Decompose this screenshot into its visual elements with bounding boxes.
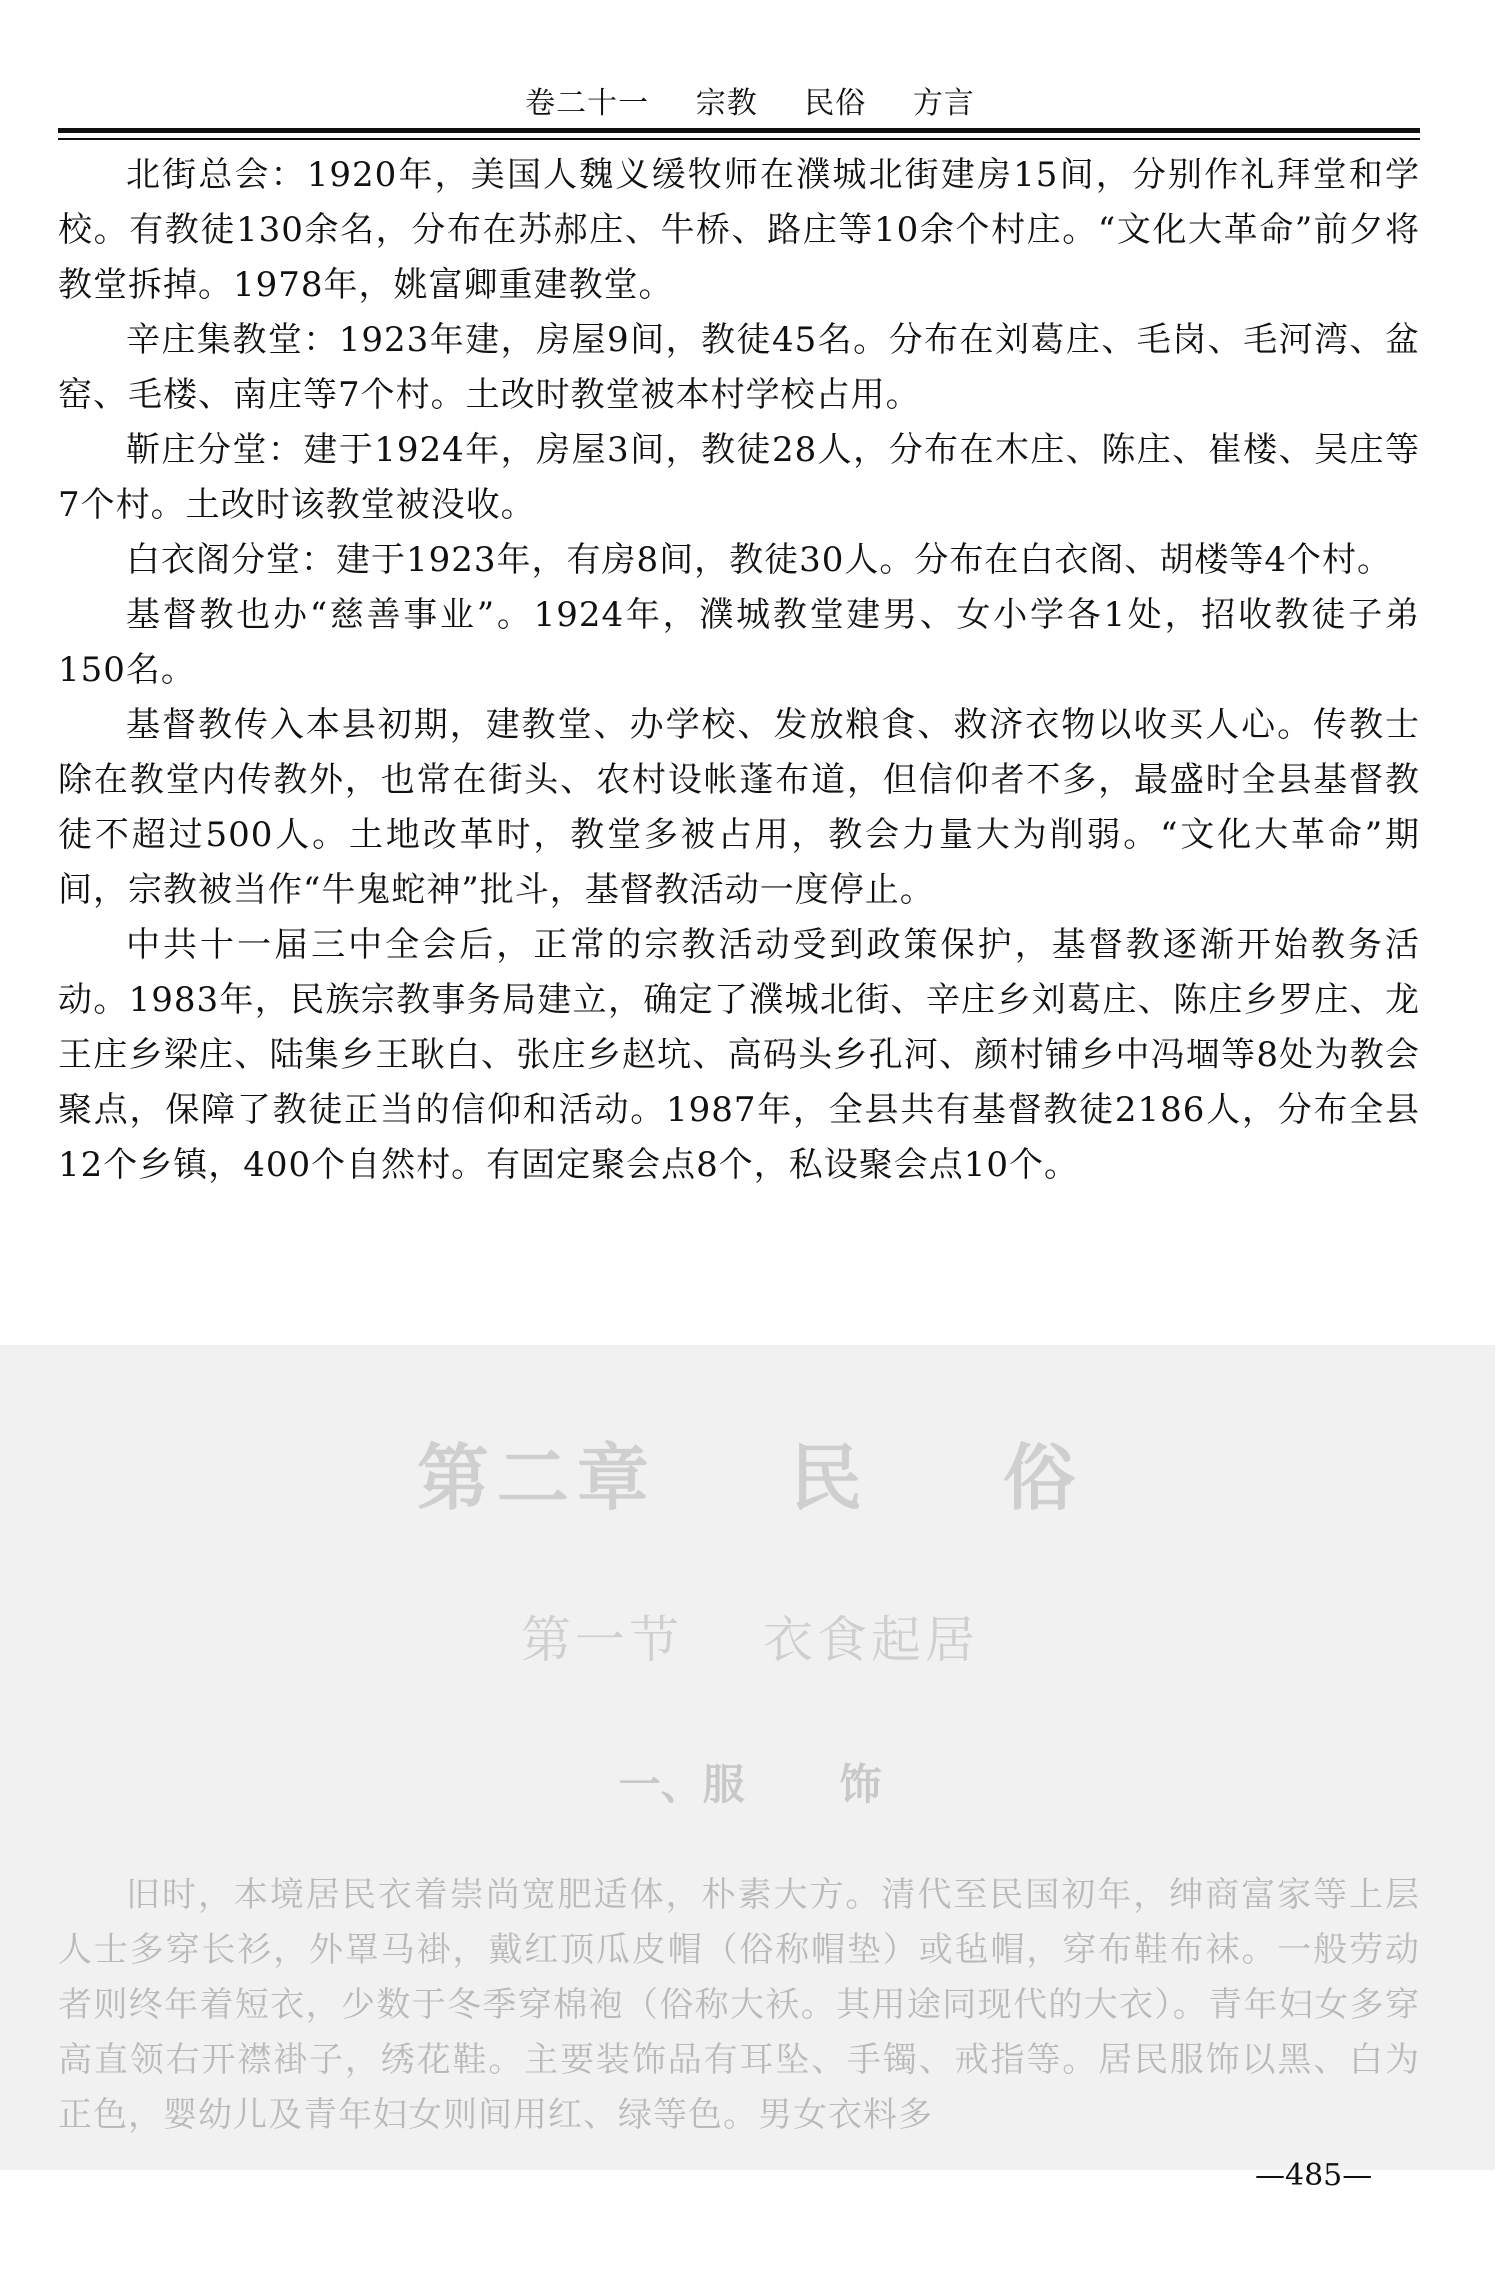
subsection-label-2: 饰: [839, 1760, 882, 1809]
header-topic-customs: 民俗: [804, 86, 867, 121]
page-number: —485—: [1255, 2158, 1373, 2193]
subsection-label: 一、服: [618, 1760, 745, 1809]
paragraph-beijie: 北街总会：1920年，美国人魏义缓牧师在濮城北街建房15间，分别作礼拜堂和学校。有教徒130余名，分布在苏郝庄、牛桥、路庄等10余个村庄。“文化大革命”前夕将教堂拆掉。1978年，姚富卿重建教堂。: [58, 155, 1420, 305]
section-label: 第一节: [521, 1611, 684, 1669]
subsection-title: [0, 1752, 1500, 1812]
chapter-title: [0, 1420, 1500, 1524]
header-rule-thin: [58, 138, 1420, 140]
chapter-title-char1: 民: [789, 1436, 870, 1520]
chapter-title-char2: 俗: [1003, 1436, 1084, 1520]
section-name: 衣食起居: [762, 1611, 979, 1669]
paragraph-jinzhuang: 靳庄分堂：建于1924年，房屋3间，教徒28人，分布在木庄、陈庄、崔楼、吴庄等7个村。土改时该教堂被没收。: [58, 430, 1420, 525]
chapter-label: 第二章: [416, 1436, 657, 1520]
paragraph-history: 基督教传入本县初期，建教堂、办学校、发放粮食、救济衣物以收买人心。传教士除在教堂内传教外，也常在街头、农村设帐蓬布道，但信仰者不多，最盛时全县基督教徒不超过500人。土地改革时，教堂多被占用，教会力量大为削弱。“文化大革命”期间，宗教被当作“牛鬼蛇神”批斗，基督教活动一度停止。: [58, 705, 1420, 910]
header-rule-thick: [58, 128, 1420, 133]
body-text: [58, 148, 1420, 1193]
paragraph-xinzhuangji: 辛庄集教堂：1923年建，房屋9间，教徒45名。分布在刘葛庄、毛岗、毛河湾、盆窑、毛楼、南庄等7个村。土改时教堂被本村学校占用。: [58, 320, 1420, 415]
running-header: [0, 78, 1500, 122]
paragraph-clothing: 旧时，本境居民衣着崇尚宽肥适体，朴素大方。清代至民国初年，绅商富家等上层人士多穿长衫，外罩马褂，戴红顶瓜皮帽（俗称帽垫）或毡帽，穿布鞋布袜。一般劳动者则终年着短衣，少数于冬季穿棉袍（俗称大袄。其用途同现代的大衣）。青年妇女多穿高直领右开襟褂子，绣花鞋。主要装饰品有耳坠、手镯、戒指等。居民服饰以黑、白为正色，婴幼儿及青年妇女则间用红、绿等色。男女衣料多: [58, 1875, 1420, 2135]
paragraph-baiyige: 白衣阁分堂：建于1923年，有房8间，教徒30人。分布在白衣阁、胡楼等4个村。: [126, 540, 1393, 580]
header-volume: 卷二十一: [525, 86, 650, 121]
paragraph-charity: 基督教也办“慈善事业”。1924年，濮城教堂建男、女小学各1处，招收教徒子弟150名。: [58, 595, 1420, 690]
section-title: [0, 1600, 1500, 1672]
header-topic-religion: 宗教: [695, 86, 758, 121]
header-topic-dialect: 方言: [912, 86, 975, 121]
paragraph-reform: 中共十一届三中全会后，正常的宗教活动受到政策保护，基督教逐渐开始教务活动。1983年，民族宗教事务局建立，确定了濮城北街、辛庄乡刘葛庄、陈庄乡罗庄、龙王庄乡梁庄、陆集乡王耿白、张庄乡赵坑、高码头乡孔河、颜村铺乡中冯堌等8处为教会聚点，保障了教徒正当的信仰和活动。1987年，全县共有基督教徒2186人，分布全县12个乡镇，400个自然村。有固定聚会点8个，私设聚会点10个。: [58, 925, 1420, 1185]
faded-text: [58, 1868, 1420, 2143]
